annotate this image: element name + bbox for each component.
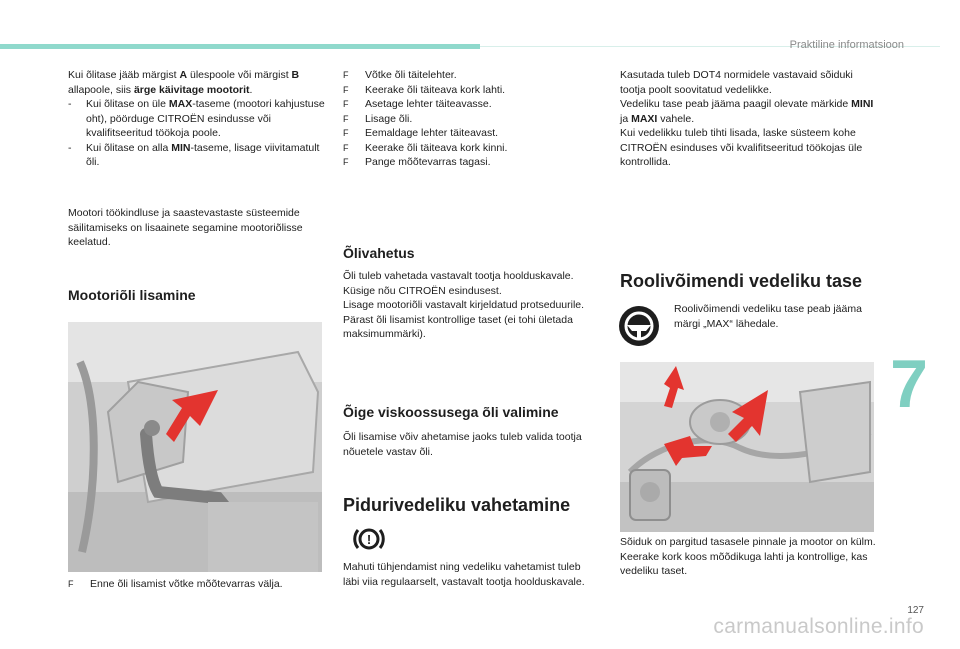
dash-item-max: - Kui õlitase on üle MAX-taseme (mootori kahjustuse oht), pöörduge CITROËN esindusse või kvalifitseeritud töökoja poole. (68, 98, 325, 139)
step-item: F Lisage õli. (343, 112, 413, 125)
oil-change-paragraph-3: Pärast õli lisamist kontrollige taset (ei tohi ületada maksimummärki). (343, 313, 573, 340)
steering-fluid-heading: Roolivõimendi vedeliku tase (620, 271, 863, 291)
power-steering-reservoir-photo (620, 362, 874, 532)
viscosity-heading: Õige viskoossusega õli valimine (343, 404, 559, 420)
step-item: F Eemaldage lehter täiteavast. (343, 127, 499, 139)
dot4-paragraph-2: Vedeliku tase peab jääma paagil olevate märkide MINI ja MAXI vahele. (620, 98, 874, 125)
dot4-text (620, 68, 878, 170)
step-item: F Keerake õli täiteava kork lahti. (343, 83, 506, 96)
step-item: F Keerake õli täiteava kork kinni. (343, 141, 508, 154)
step-item: F Pange mõõtevarras tagasi. (343, 156, 491, 168)
steering-wheel-icon (618, 305, 660, 347)
chapter-number: 7 (890, 346, 928, 422)
oil-level-intro (68, 68, 330, 170)
watermark: carmanualsonline.info (713, 615, 924, 638)
step-item: F Asetage lehter täiteavasse. (343, 98, 492, 110)
oil-change-paragraph-1: Õli tuleb vahetada vastavalt tootja hoolduskavale. Küsige nõu CITROËN esindusest. (343, 270, 574, 297)
steering-paragraph: Roolivõimendi vedeliku tase peab jääma märgi „MAX“ lähedale. (674, 303, 862, 330)
caption-step: F Enne õli lisamist võtke mõõtevarras välja. (68, 578, 283, 590)
steering-caption: Sõiduk on pargitud tasasele pinnale ja mootor on külm. Keerake kork koos mõõdikuga lahti ja kontrollige, kas vedeliku taset. (620, 536, 876, 577)
dot4-paragraph-1: Kasutada tuleb DOT4 normidele vastavaid sõiduki tootja poolt soovitatud vedelikke. (620, 69, 853, 96)
engine-oil-heading: Mootoriõli lisamine (68, 287, 196, 303)
oil-change-paragraph-2: Lisage mootoriõli vastavalt kirjeldatud protseduurile. (343, 299, 585, 311)
intro-paragraph: Kui õlitase jääb märgist A ülespoole või märgist B allapoole, siis ärge käivitage mootorit. (68, 69, 300, 96)
page-number: 127 (907, 605, 924, 616)
oil-change-text (343, 269, 595, 342)
oil-change-heading: Õlivahetus (343, 245, 415, 261)
brake-paragraph: Mahuti tühjendamist ning vedeliku vahetamist tuleb läbi viia regulaarselt, vastavalt tootja hoolduskavale. (343, 561, 585, 588)
engine-oil-filler-photo (68, 322, 322, 572)
power-steering-illustration (620, 362, 874, 532)
dot4-paragraph-3: Kui vedelikku tuleb tihti lisada, laske süsteem kohe CITROËN esinduses või kvalifitseeritud töökojas üle kontrollida. (620, 127, 863, 168)
brake-warning-icon (352, 524, 386, 554)
warranty-paragraph: Mootori töökindluse ja saastevastaste süsteemide säilitamiseks on lisaainete segamine mootoriõlisse keelatud. (68, 207, 303, 248)
section-header: Praktiline informatsioon (789, 39, 904, 51)
header-accent-bar (0, 44, 480, 49)
viscosity-paragraph: Õli lisamise võiv ahetamise jaoks tuleb valida tootja nõuetele vastav õli. (343, 431, 582, 458)
oil-fill-steps (343, 68, 595, 170)
svg-text:!: ! (366, 532, 372, 547)
dash-item-min: - Kui õlitase on alla MIN-taseme, lisage viivitamatult õli. (68, 141, 320, 168)
engine-oil-filler-illustration (68, 322, 322, 572)
step-item: F Võtke õli täitelehter. (343, 69, 457, 81)
brake-fluid-heading: Pidurivedeliku vahetamine (343, 495, 571, 515)
